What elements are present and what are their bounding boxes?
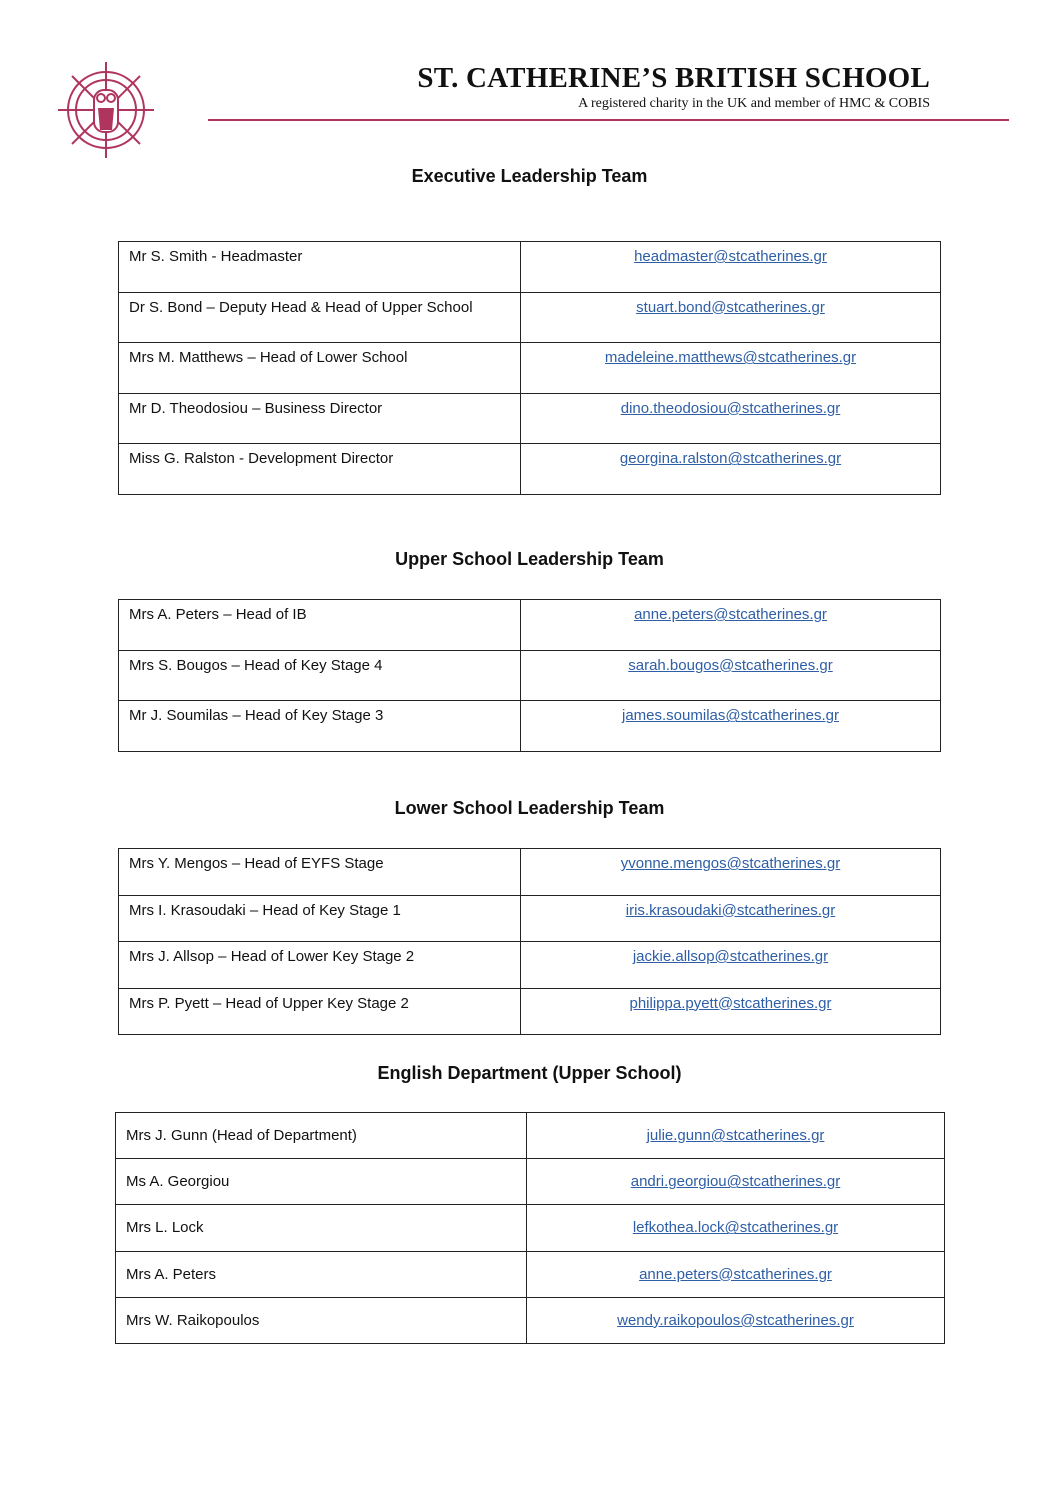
staff-name: Dr S. Bond – Deputy Head & Head of Upper School <box>119 292 521 343</box>
staff-name: Ms A. Georgiou <box>116 1159 527 1205</box>
staff-name: Mrs P. Pyett – Head of Upper Key Stage 2 <box>119 988 521 1035</box>
lower-school-team-table <box>118 848 941 1035</box>
table-row <box>116 1159 945 1205</box>
email-link[interactable]: dino.theodosiou@stcatherines.gr <box>620 399 841 417</box>
table-row <box>116 1205 945 1251</box>
staff-name: Mrs W. Raikopoulos <box>116 1297 527 1343</box>
header-divider <box>208 119 1009 121</box>
email-cell <box>527 1159 945 1205</box>
email-cell <box>527 1297 945 1343</box>
staff-name: Mrs A. Peters <box>116 1251 527 1297</box>
email-cell <box>521 292 941 343</box>
section-title: English Department (Upper School) <box>377 1063 682 1083</box>
email-cell <box>521 650 941 701</box>
email-cell <box>521 988 941 1035</box>
staff-name: Mrs L. Lock <box>116 1205 527 1251</box>
staff-name: Mr D. Theodosiou – Business Director <box>119 393 521 444</box>
email-link[interactable]: georgina.ralston@stcatherines.gr <box>619 450 842 468</box>
school-crest-logo <box>54 60 158 160</box>
table-row <box>119 393 941 444</box>
table-row <box>119 895 941 942</box>
email-link[interactable]: philippa.pyett@stcatherines.gr <box>629 994 832 1012</box>
table-row <box>116 1251 945 1297</box>
email-link[interactable]: jackie.allsop@stcatherines.gr <box>632 948 829 965</box>
email-cell <box>521 849 941 896</box>
school-subtitle: A registered charity in the UK and member of HMC & COBIS <box>578 96 930 111</box>
email-cell <box>527 1251 945 1297</box>
email-cell <box>521 242 941 293</box>
section-title: Lower School Leadership Team <box>394 798 665 818</box>
staff-name: Mrs A. Peters – Head of IB <box>119 600 521 651</box>
email-link[interactable]: madeleine.matthews@stcatherines.gr <box>604 349 857 367</box>
upper-school-team-table <box>118 599 941 752</box>
english-department-table <box>115 1112 945 1344</box>
table-row <box>119 242 941 293</box>
staff-name: Mr J. Soumilas – Head of Key Stage 3 <box>119 701 521 752</box>
table-row <box>119 343 941 394</box>
staff-name: Miss G. Ralston - Development Director <box>119 444 521 495</box>
email-link[interactable]: julie.gunn@stcatherines.gr <box>646 1127 825 1145</box>
email-link[interactable]: headmaster@stcatherines.gr <box>634 248 827 265</box>
staff-name: Mrs J. Allsop – Head of Lower Key Stage 2 <box>119 942 521 989</box>
table-row <box>119 444 941 495</box>
email-link[interactable]: lefkothea.lock@stcatherines.gr <box>632 1219 839 1237</box>
email-link[interactable]: andri.georgiou@stcatherines.gr <box>630 1173 841 1191</box>
table-row <box>119 292 941 343</box>
table-row <box>119 849 941 896</box>
table-row <box>119 701 941 752</box>
staff-name: Mr S. Smith - Headmaster <box>119 242 521 293</box>
staff-name: Mrs Y. Mengos – Head of EYFS Stage <box>119 849 521 896</box>
table-row <box>119 942 941 989</box>
staff-name: Mrs I. Krasoudaki – Head of Key Stage 1 <box>119 895 521 942</box>
email-link[interactable]: iris.krasoudaki@stcatherines.gr <box>625 901 836 919</box>
email-link[interactable]: anne.peters@stcatherines.gr <box>634 606 827 623</box>
email-cell <box>521 600 941 651</box>
email-link[interactable]: yvonne.mengos@stcatherines.gr <box>620 855 841 872</box>
email-cell <box>527 1113 945 1159</box>
staff-name: Mrs M. Matthews – Head of Lower School <box>119 343 521 394</box>
executive-team-table <box>118 241 941 495</box>
email-cell <box>527 1205 945 1251</box>
table-row <box>116 1113 945 1159</box>
email-link[interactable]: stuart.bond@stcatherines.gr <box>636 298 825 316</box>
email-link[interactable]: james.soumilas@stcatherines.gr <box>622 707 839 725</box>
section-title: Upper School Leadership Team <box>395 549 664 569</box>
email-link[interactable]: wendy.raikopoulos@stcatherines.gr <box>617 1311 854 1329</box>
table-row <box>119 650 941 701</box>
table-row <box>119 988 941 1035</box>
email-cell <box>521 895 941 942</box>
email-cell <box>521 343 941 394</box>
email-cell <box>521 444 941 495</box>
table-row <box>119 600 941 651</box>
school-name: ST. CATHERINE’S BRITISH SCHOOL <box>417 62 930 94</box>
email-link[interactable]: sarah.bougos@stcatherines.gr <box>628 656 833 674</box>
table-row <box>116 1297 945 1343</box>
section-title: Executive Leadership Team <box>411 166 648 186</box>
email-link[interactable]: anne.peters@stcatherines.gr <box>639 1265 832 1283</box>
staff-name: Mrs J. Gunn (Head of Department) <box>116 1113 527 1159</box>
email-cell <box>521 393 941 444</box>
email-cell <box>521 942 941 989</box>
email-cell <box>521 701 941 752</box>
staff-name: Mrs S. Bougos – Head of Key Stage 4 <box>119 650 521 701</box>
